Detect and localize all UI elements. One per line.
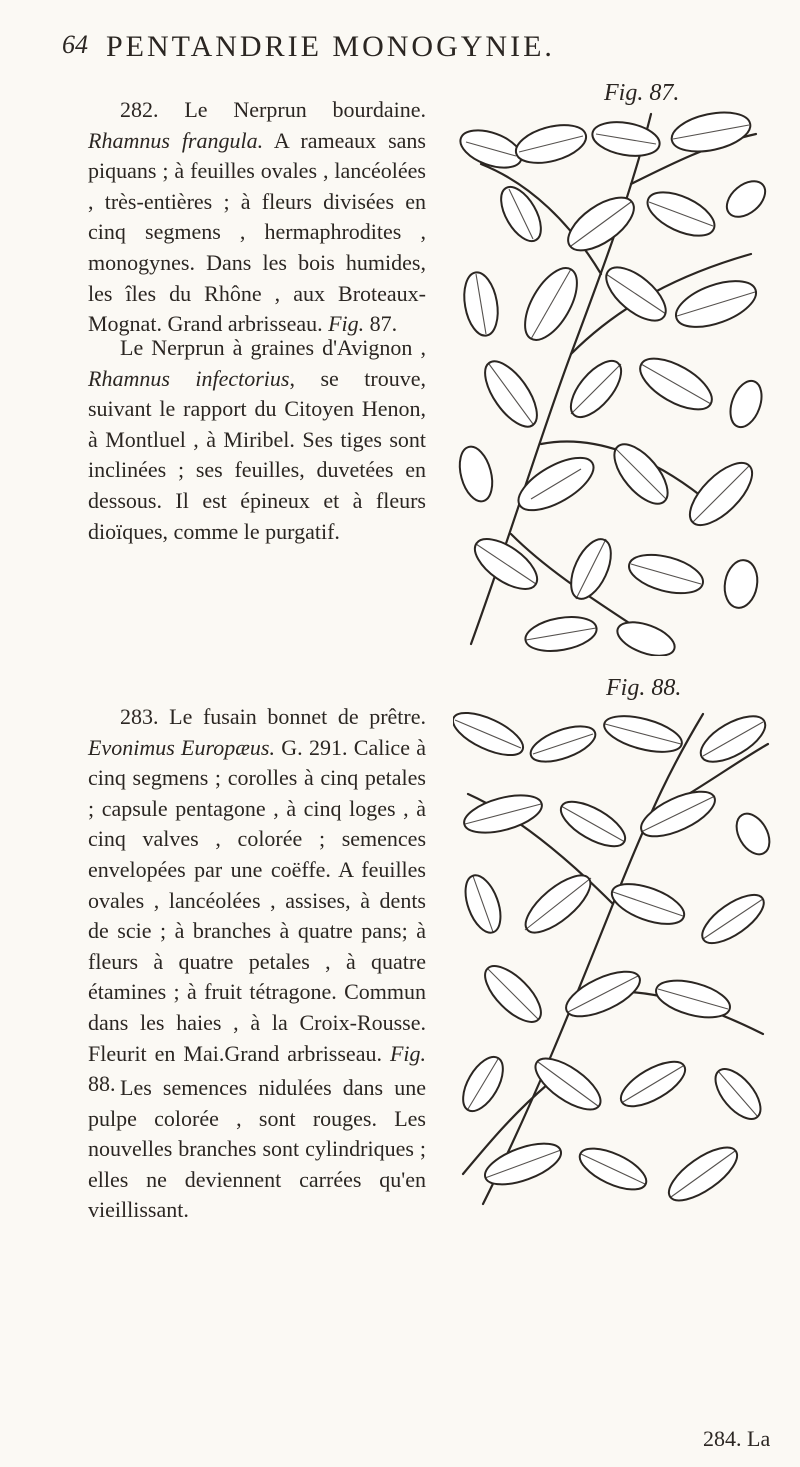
entry-283-note xyxy=(88,1073,426,1226)
reference: G. 291. xyxy=(281,734,348,760)
catchword: 284. La xyxy=(703,1426,771,1451)
latin-name: Rhamnus frangula. xyxy=(88,127,264,153)
entry-282-note xyxy=(88,333,426,547)
note-lead: Le Nerprun à graines d'Avignon , xyxy=(120,335,426,360)
figure-87-illustration xyxy=(451,104,771,656)
note-text: Les semences nidulées dans une pulpe colorée , sont rouges. Les nouvelles branches sont cylindriques ; elles ne deviennent carrées qu'en vieillissant. xyxy=(88,1075,426,1223)
latin-name: Rhamnus infectorius xyxy=(88,365,290,391)
plant-name: Le Nerprun bourdaine. xyxy=(184,97,426,122)
figure-88-illustration xyxy=(453,704,775,1220)
plant-name: Le fusain bonnet de prêtre. xyxy=(169,704,427,729)
entry-283 xyxy=(88,702,426,1100)
page-header xyxy=(62,30,762,66)
figure-ref: Fig. xyxy=(328,311,365,337)
figure-number: 87. xyxy=(369,311,398,337)
description: A rameaux sans piquans ; à feuilles ovales , lancéolées , très-entières ; à fleurs divisées en cinq segmens , hermaphrodites , monogynes. Dans les bois humides, les îles du Rhône , aux Broteaux-Mognat. Grand arbrisseau. xyxy=(88,127,426,337)
entry-number: 282. xyxy=(120,97,159,122)
figure-ref: Fig. xyxy=(389,1040,427,1066)
running-head: PENTANDRIE MONOGYNIE. xyxy=(106,30,555,63)
entry-282 xyxy=(88,95,426,340)
latin-name: Evonimus Europæus. xyxy=(88,734,275,760)
page-number: 64 xyxy=(62,30,88,59)
entry-number: 283. xyxy=(120,704,159,729)
description: Calice à cinq segmens ; corolles à cinq petales ; capsule pentagone , à cinq loges , à cinq valves , colorée ; semences envelopées par une coëffe. A feuilles ovales , lancéolées , assises, à dents de scie ; à branches à quatre pans; à fleurs à quatre petales , à quatre étamines ; à fruit tétragone. Commun dans les haies , à la Croix-Rousse. Fleurit en Mai.Grand arbrisseau. xyxy=(88,734,427,1066)
figure-number: 88. xyxy=(88,1071,116,1097)
figure-88-caption: Fig. 88. xyxy=(606,675,682,701)
figure-87-caption: Fig. 87. xyxy=(604,80,680,106)
note-text: , se trouve, suivant le rapport du Citoyen Henon, à Montluel , à Miribel. Ses tiges sont inclinées ; ses feuilles, duvetées en dessous. Il est épineux et à fleurs dioïques, comme le purgatif. xyxy=(88,365,426,544)
